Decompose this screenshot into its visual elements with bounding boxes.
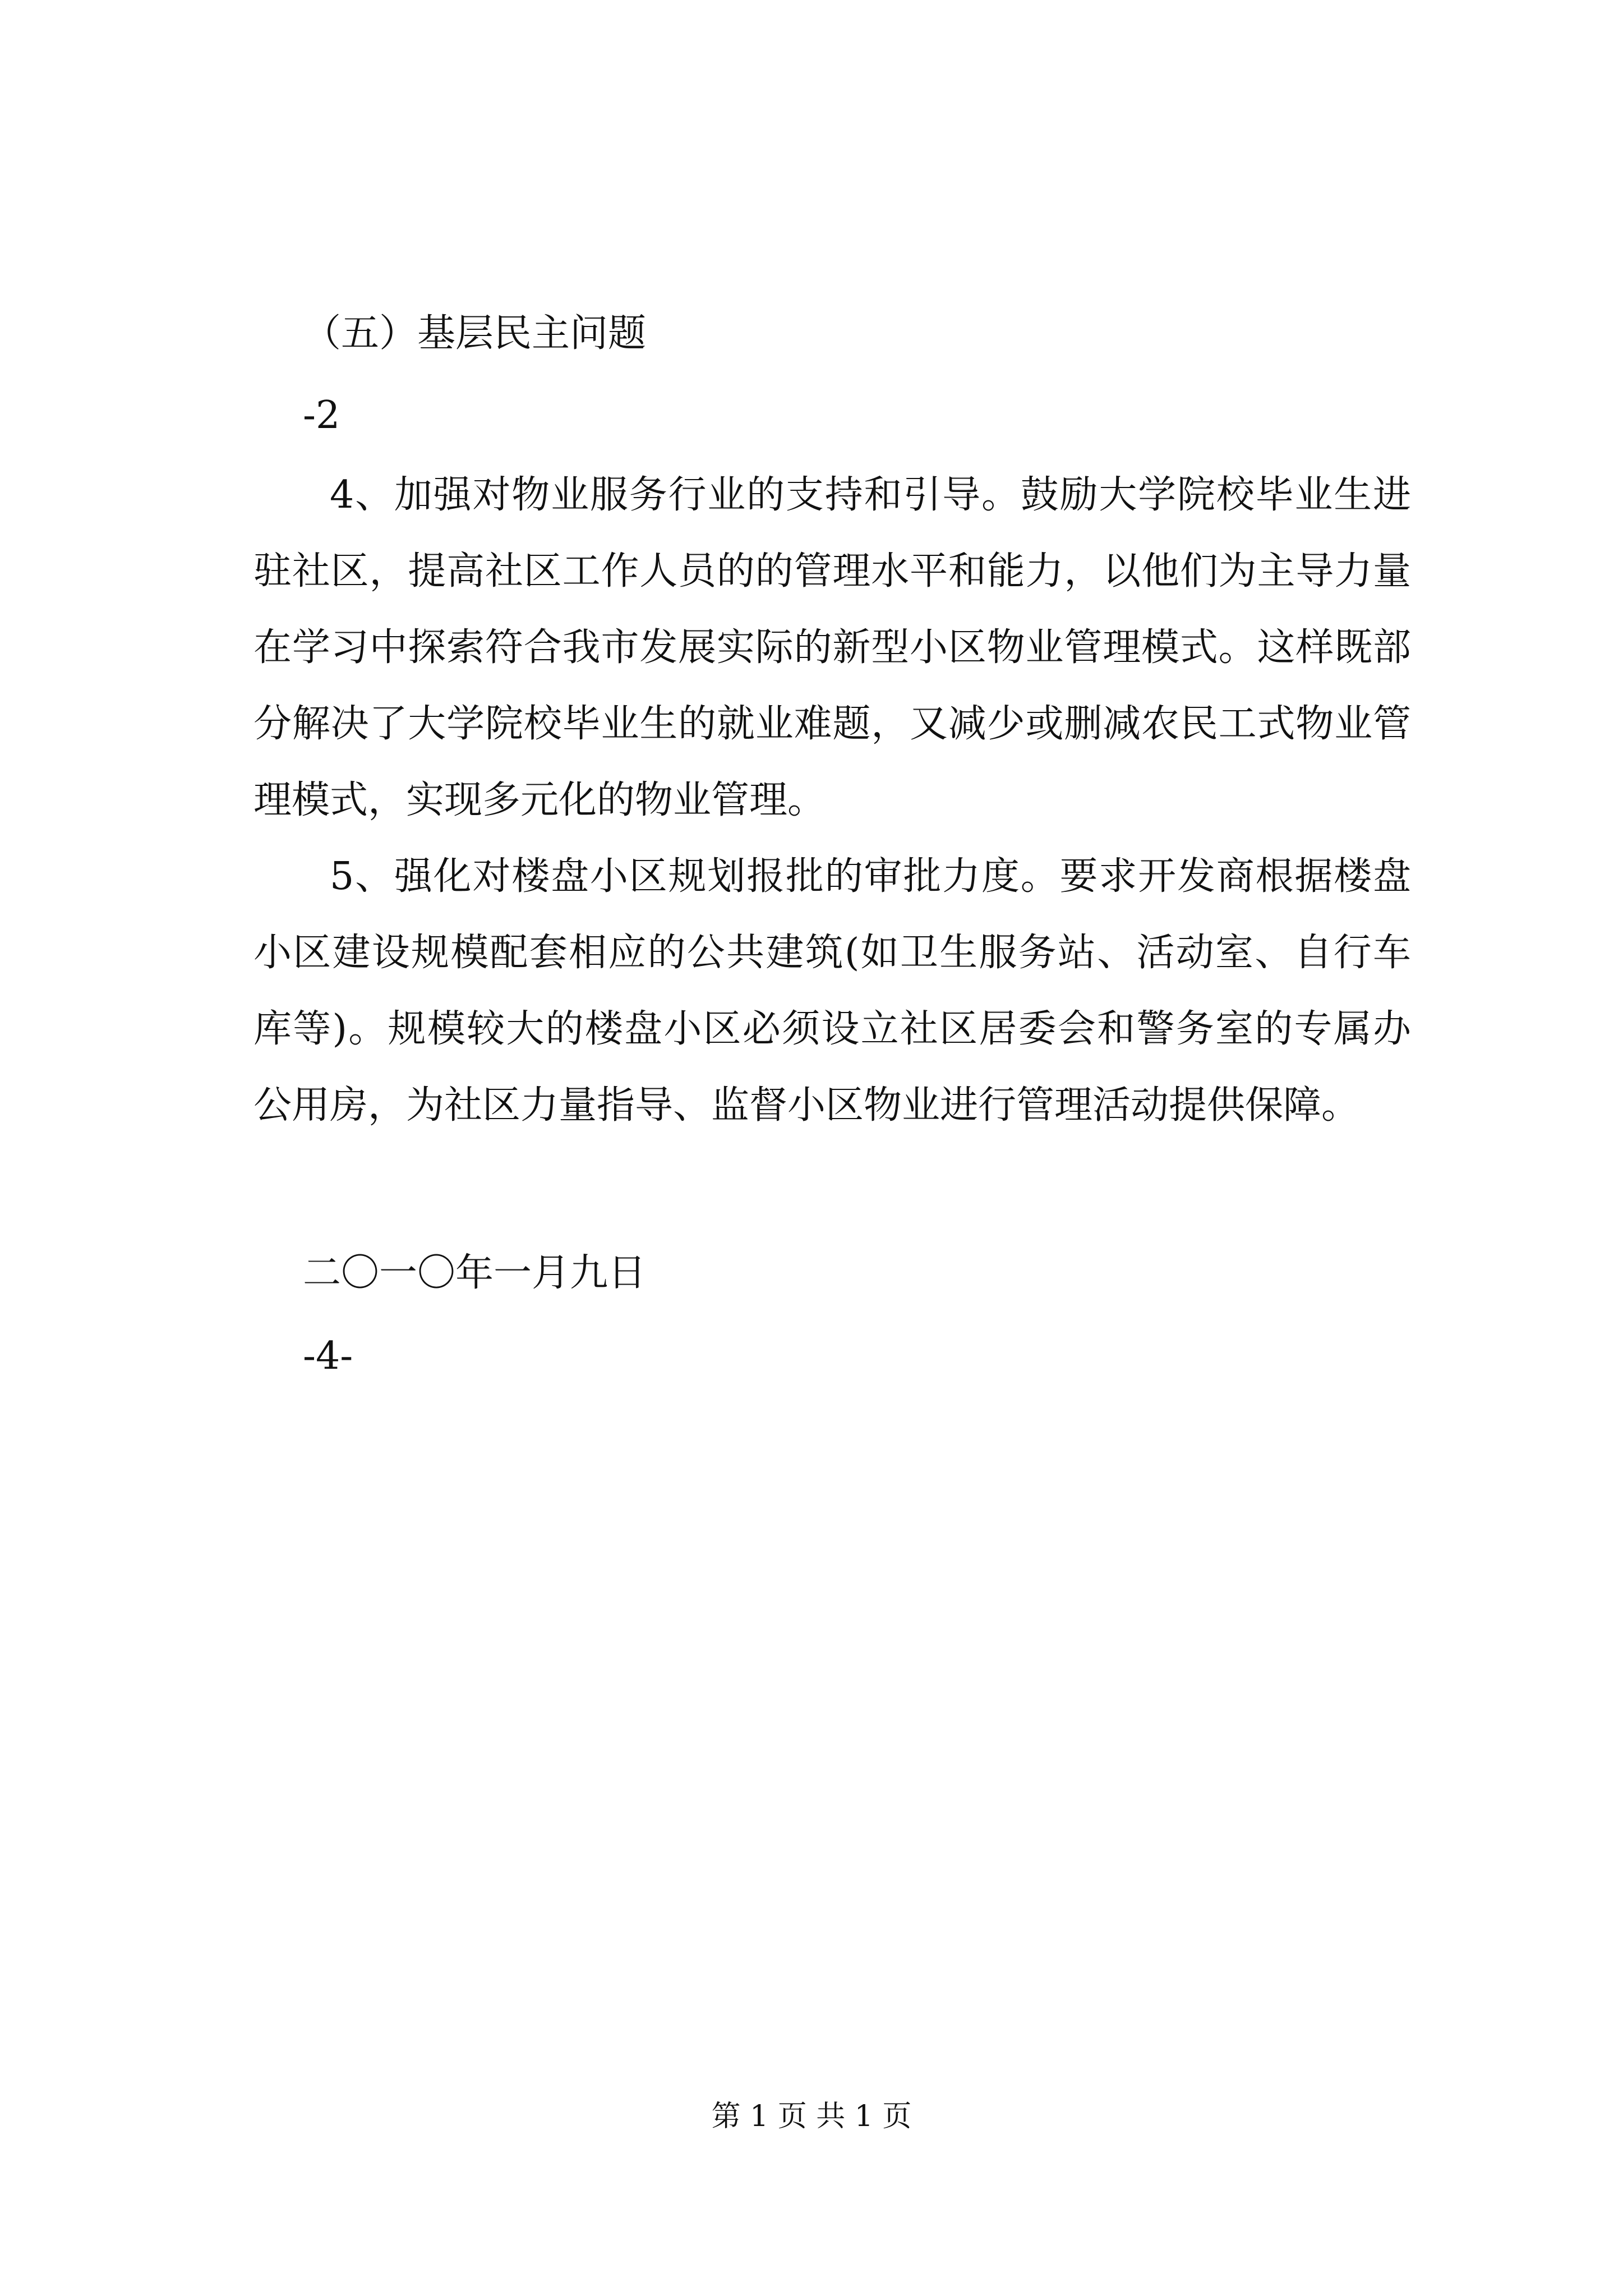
paragraph-4: 4、加强对物业服务行业的支持和引导。鼓励大学院校毕业生进驻社区，提高社区工作人员的的管理水平和能力，以他们为主导力量在学习中探索符合我市发展实际的新型小区物业管理模式。这样既部分解决了大学院校毕业生的就业难题，又减少或删减农民工式物业管理模式，实现多元化的物业管理。 — [253, 473, 1411, 822]
page-marker-top: -2 — [303, 393, 340, 438]
page-footer: 第 1 页 共 1 页 — [711, 2100, 912, 2133]
paragraph-5: 5、强化对楼盘小区规划报批的审批力度。要求开发商根据楼盘小区建设规模配套相应的公共建筑(如卫生服务站、活动室、自行车库等)。规模较大的楼盘小区必须设立社区居委会和警务室的专属办公用房，为社区力量指导、监督小区物业进行管理活动提供保障。 — [253, 854, 1411, 1128]
body-paragraphs — [253, 457, 1411, 1144]
section-heading: （五）基层民主问题 — [303, 311, 647, 356]
page-marker-bottom: -4- — [303, 1334, 353, 1378]
document-date: 二〇一〇年一月九日 — [303, 1251, 647, 1295]
